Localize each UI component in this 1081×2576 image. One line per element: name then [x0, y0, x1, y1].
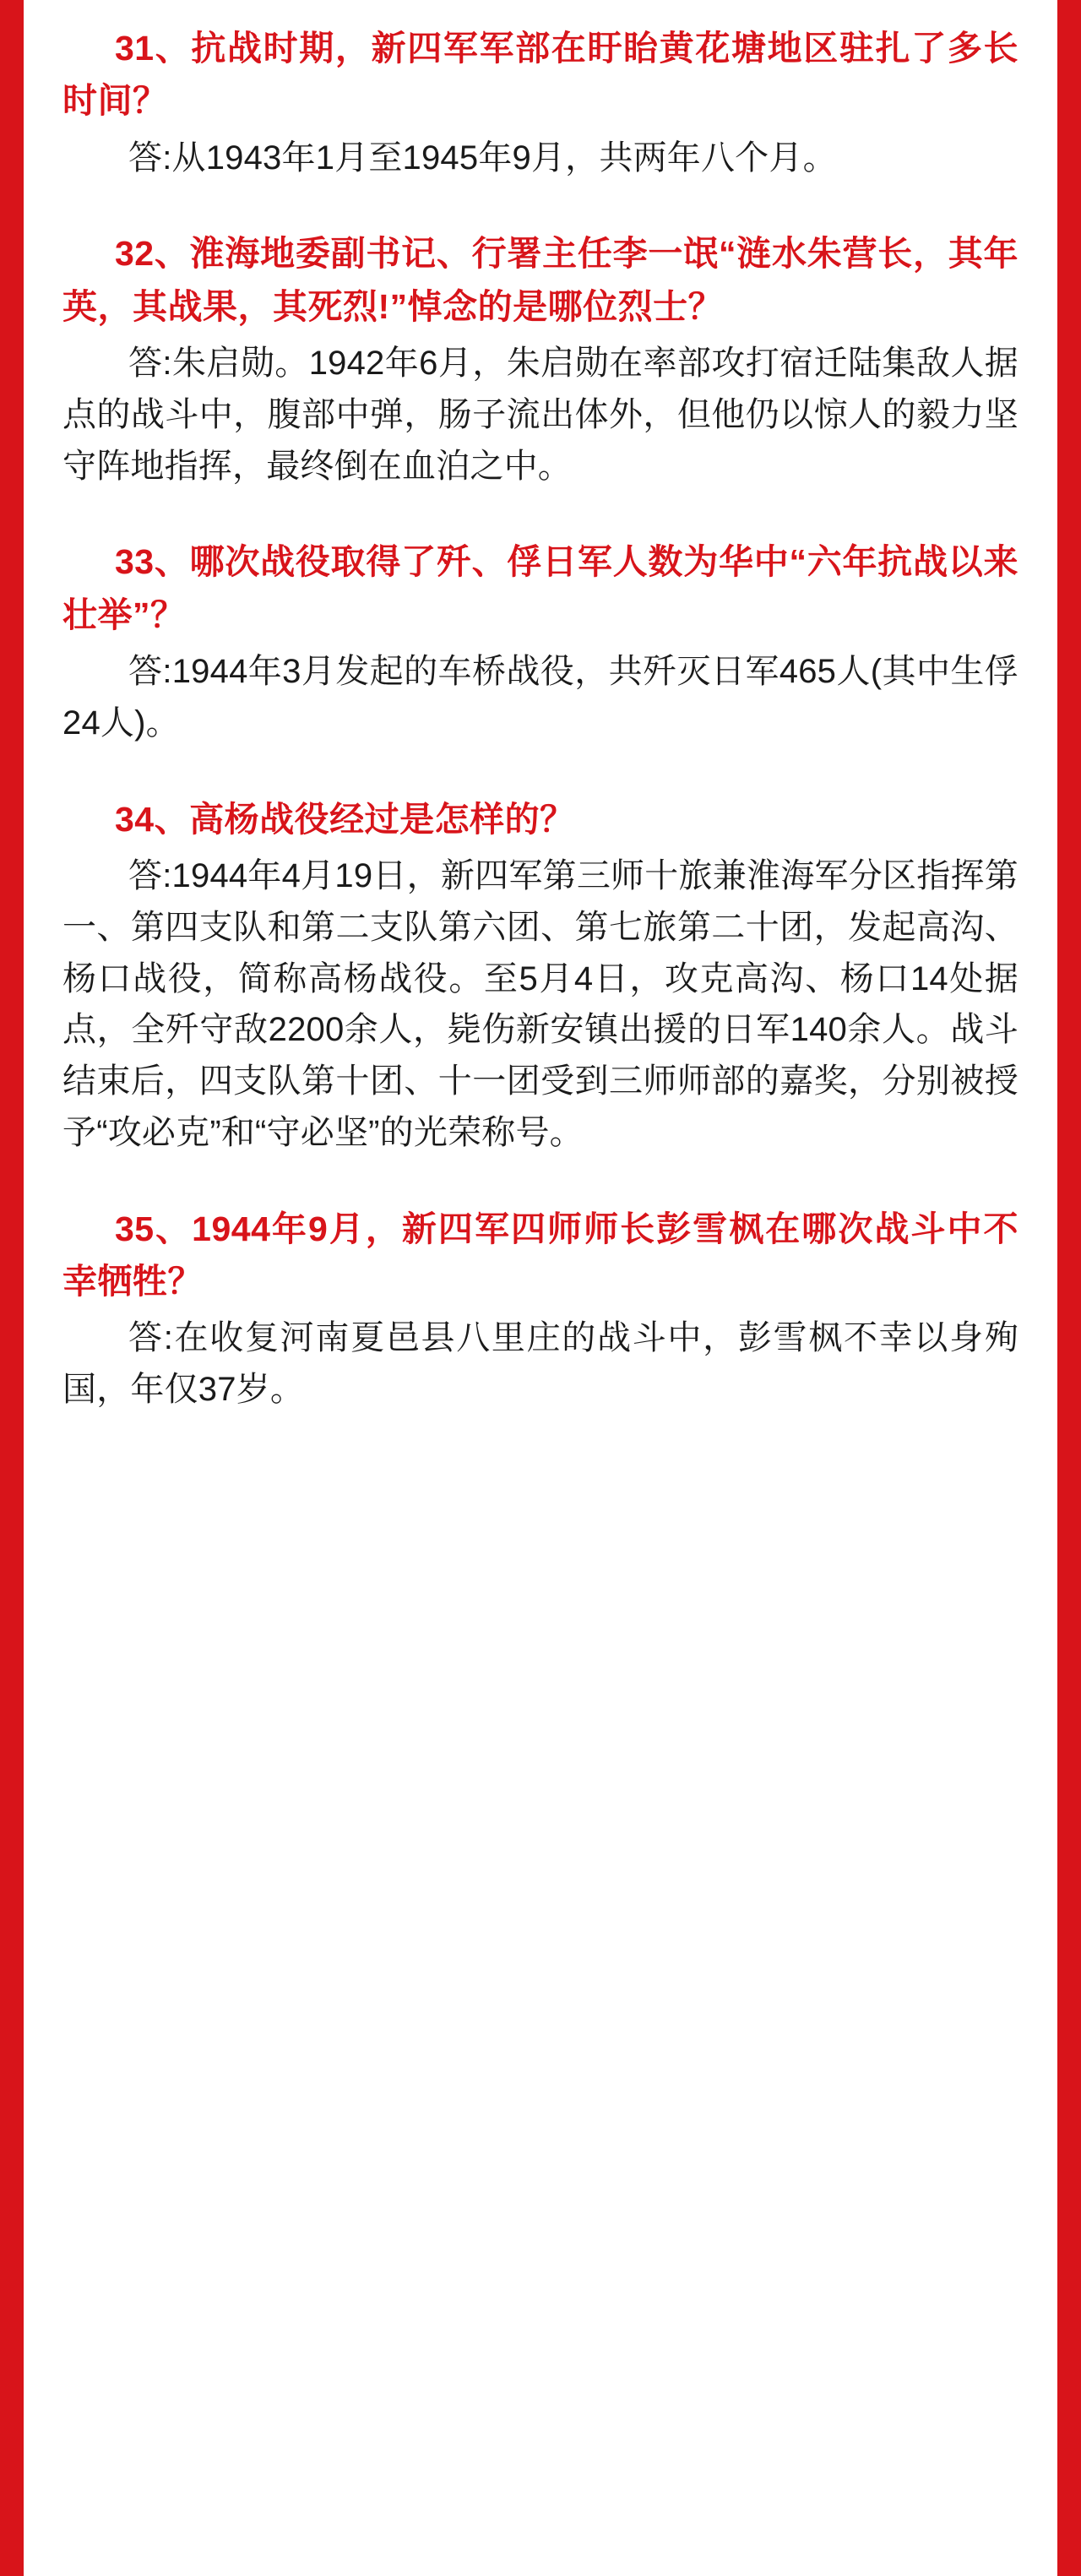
answer-text: 答:1944年4月19日，新四军第三师十旅兼淮海军分区指挥第一、第四支队和第二支队第六团、第七旅第二十团，发起高沟、杨口战役，简称高杨战役。至5月4日，攻克高沟、杨口14处据点，全歼守敌2200余人，毙伤新安镇出援的日军140余人。战斗结束后，四支队第十团、十一团受到三师师部的嘉奖，分别被授予“攻必克”和“守必坚”的光荣称号。	[62, 856, 1019, 1151]
left-red-bar	[0, 0, 24, 2576]
question-text: 32、淮海地委副书记、行署主任李一氓“涟水朱营长，其年英，其战果，其死烈!”悼念的是哪位烈士？	[62, 234, 1019, 326]
qa-item	[62, 1203, 1019, 1416]
question-text: 31、抗战时期，新四军军部在盱眙黄花塘地区驻扎了多长时间？	[62, 29, 1019, 121]
question-text: 33、哪次战役取得了歼、俘日军人数为华中“六年抗战以来壮举”？	[62, 542, 1019, 634]
answer-text: 答:1944年3月发起的车桥战役，共歼灭日军465人(其中生俘24人)。	[62, 653, 1019, 742]
right-red-bar	[1057, 0, 1081, 2576]
qa-item	[62, 227, 1019, 492]
question-text: 35、1944年9月，新四军四师师长彭雪枫在哪次战斗中不幸牺牲？	[62, 1209, 1019, 1302]
question-text: 34、高杨战役经过是怎样的？	[115, 799, 575, 839]
qa-item	[62, 535, 1019, 748]
qa-list	[24, 0, 1057, 2576]
qa-item	[62, 793, 1019, 1159]
answer-text: 答:朱启勋。1942年6月，朱启勋在率部攻打宿迁陆集敌人据点的战斗中，腹部中弹，肠子流出体外，但他仍以惊人的毅力坚守阵地指挥，最终倒在血泊之中。	[62, 345, 1019, 485]
answer-text: 答:在收复河南夏邑县八里庄的战斗中，彭雪枫不幸以身殉国，年仅37岁。	[62, 1319, 1019, 1409]
answer-text: 答:从1943年1月至1945年9月，共两年八个月。	[128, 139, 837, 177]
qa-item	[62, 22, 1019, 183]
